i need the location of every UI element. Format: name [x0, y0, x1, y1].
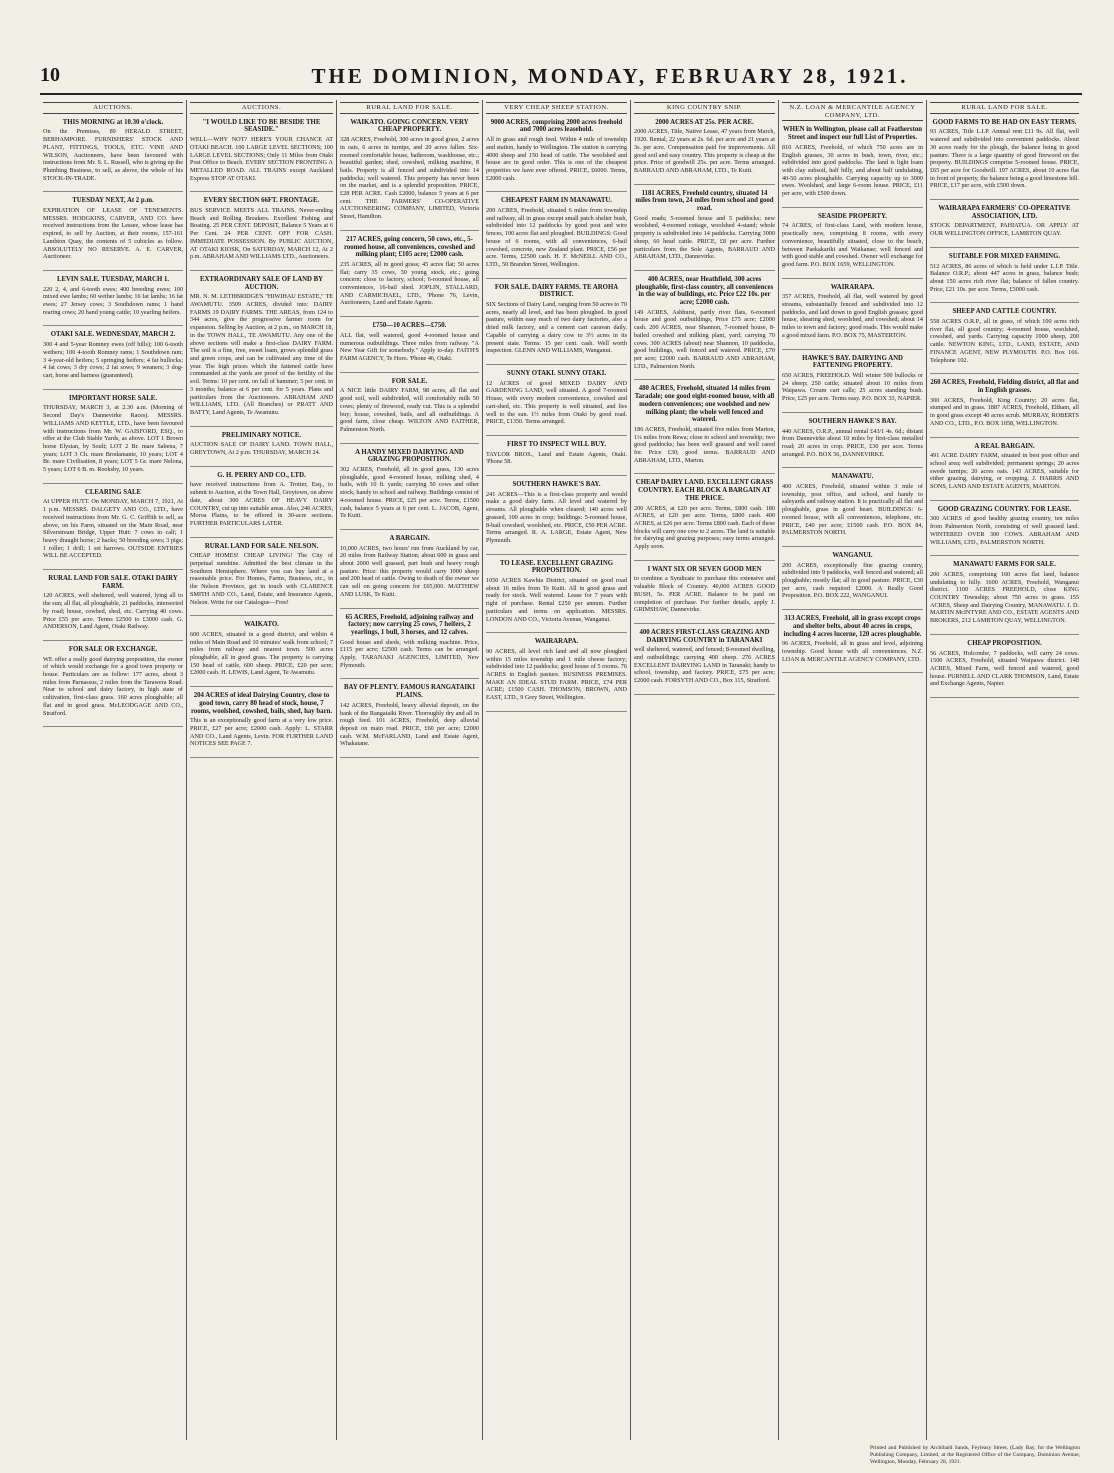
ad-body: 186 ACRES, Freehold, situated five miles from Marton, 1¼ miles from Rewa; close to school and township; two good paddocks; has been well grassed and well cared for. Price £30; good terms. BARRAUD AND ABRAHAM, LTD., Marton. [634, 425, 775, 464]
ad-heading: FOR SALE. [391, 377, 428, 385]
ad-heading: WAIRARAPA FARMERS' CO-OPERATIVE ASSOCIATION, LTD. [938, 205, 1071, 220]
classified-ad [930, 119, 1079, 200]
ad-body: 149 ACRES, Ashhurst, partly river flats, 6-roomed house and good outbuildings, Price £75 acre; £2000 cash. 200 ACRES, near Shannon, 7-roomed house, 8-bailed cowshed and milking plant, yard; carrying 70 cows. 300 ACRES (about) near Shannon, 10 paddocks, good buildings, well fenced and watered. PRICE, £70 per acre; £2000 cash. BARRAUD AND ABRAHAM, LTD., Palmerston North. [634, 308, 775, 370]
classified-ad [634, 190, 775, 271]
ad-body: 200 ACRES, exceptionally fine grazing country, subdivided into 9 paddocks, well fenced and watered; all ploughable; mostly flat; all in good pasture. PRICE, £30 per acre, cash required £2000. A Really Good Proposition. P.O. BOX 222, WANGANUI. [782, 561, 923, 600]
classified-ad [190, 621, 333, 687]
ad-body: 600 ACRES, situated in a good district, and within 4 miles of Main Road and 10 minutes' walk from school; 7 miles from railway and nearest town. 500 acres ploughable, all in good grass. The property is carrying 150 head of cattle, 600 sheep. PRICE, £20 per acre; £2000 cash. H. LEWIS, Land Agent, Te Awamutu. [190, 630, 333, 677]
ad-heading: IMPORTANT HORSE SALE. [68, 394, 158, 402]
ad-heading: CHEAP PROPOSITION. [967, 639, 1042, 647]
ad-body: 200 ACRES, Freehold, situated 6 miles from township and railway, all in grass except small patch shelter bush, subdivided into 12 paddocks by good post and wire fences, 100 acres flat and ploughed. BUILDINGS: Good house of 6 rooms, with all conveniences, 6-bail cowshed, concrete, new Zealand plant. PRICE, £56 per acre. Terms, £2500 cash. H. F. McNEILL AND CO., LTD., 50 Brandon Street, Wellington. [486, 207, 627, 268]
ad-heading: WAIKATO. [244, 621, 279, 629]
classified-ad [634, 629, 775, 695]
ad-body: 512 ACRES, 86 acres of which is held under L.I.P. Title. Balance O.R.P.; about 447 acres in grass, balance bush; about 150 acres rich river flat; balance of fallen country. Price, £21 10s. per acre. Terms, £3000 cash. [930, 262, 1079, 293]
column-1 [40, 100, 186, 1440]
ad-body: 120 ACRES, well sheltered, well watered, lying all to the sun; all flat, all ploughable, 21 paddocks, intersected by road; house, cowbed, shed, etc. Carrying 40 cows. Price £55 per acre. Terms £2500 to £3000 cash. G. ANDERSON, Land Agent, Otaki Railway. [43, 592, 183, 631]
column-6 [778, 100, 926, 1440]
ad-heading: A REAL BARGAIN. [974, 442, 1035, 450]
classified-ad [486, 441, 627, 476]
classified-ad [486, 370, 627, 436]
ad-body: 300 ACRES of good healthy grazing country, ten miles from Palmerston North, consisting of well grassed land. WINTERED OVER 300 COWS. ABRAHAM AND WILLIAMS, LTD., PALMERSTON NORTH. [930, 515, 1079, 546]
ad-body: 93 ACRES, Title L.I.P. Annual rent £11 9s. All flat, well watered and subdivided into convenient paddocks. About 30 acres ready for the plough, the balance being in good pasture. There is a large quantity of good firewood on the property. BUILDINGS comprise 5-roomed house. PRICE, £65 per acre for Goodwill. 197 ACRES, about 10 acres flat in front of property, the balance being a good limestone hill. PRICE, £17 per acre, with £500 down. [930, 128, 1079, 190]
ad-heading: 260 ACRES, Freehold, Fielding district, all flat and in English grasses. [930, 379, 1079, 394]
classified-ad [782, 552, 923, 610]
ad-body: This is an exceptionally good farm at a very low price. PRICE, £27 per acre; £2000 cash. Apply: L. STARR AND CO., Land Agents, Levin. FOR FURTHER LAND NOTICES SEE PAGE 7. [190, 717, 333, 748]
section-heading: AUCTIONS. [190, 102, 333, 114]
classified-ad [486, 638, 627, 712]
column-7 [926, 100, 1082, 1440]
classified-ad [340, 449, 479, 530]
classified-ad [486, 560, 627, 634]
ad-heading: FOR SALE. DAIRY FARMS. TE AROHA DISTRICT. [494, 283, 619, 299]
column-2 [186, 100, 336, 1440]
ad-heading: SOUTHERN HAWKE'S BAY. [808, 417, 897, 425]
classified-ad [43, 119, 183, 193]
ad-heading: "I WOULD LIKE TO BE BESIDE THE SEASIDE." [202, 118, 321, 134]
ad-body: 74 ACRES, of first-class Land, with modern house, practically new, comprising 8 rooms, with every convenience, beautifully situated, close to the beach, between Paekakariki and Waikanae; well fenced and with good stable and cowshed. Owner will exchange for good farm. P.O. BOX 1659, WELLINGTON. [782, 222, 923, 268]
ad-body: At UPPER HUTT. On MONDAY, MARCH 7, 1921, At 1 p.m. MESSRS. DALGETY AND CO., LTD., have received instructions from Mr. G. C. Griffith to sell, as above, on his Farm, situated on the Main Road, near Silverstream Bridge, Upper Hutt: 7 cows in calf; 1 heavy draught horse; 2 hacks; 50 breeding sows; 3 pigs; 1 roller; 1 drill; 1 set harrows. OUTSIDE ENTRIES WILL BE ACCEPTED. [43, 498, 183, 560]
column-5 [630, 100, 778, 1440]
ad-body: 491 ACRE DAIRY FARM, situated in best post office and school area; well subdivided; permanent springs; 20 acres swede turnips; 20 acres oats. 143 ACRES, suitable for either grazing, dairying, or cropping. J. HARRIS AND SONS, LAND AND ESTATE AGENTS, MARTON. [930, 452, 1079, 491]
classified-ad [340, 614, 479, 680]
classified-ad [634, 479, 775, 560]
ad-heading: SEASIDE PROPERTY. [817, 212, 887, 220]
section-heading: VERY CHEAP SHEEP STATION. [486, 102, 627, 114]
ad-body: 56 ACRES, Holcombe, 7 paddocks, will carry 24 cows. 1500 ACRES, Freehold, situated Waipawa district. 148 ACRES, Mixed Farm, well fenced and watered, good house. PURNELL AND CLARK THOMSON, Land, Estate and Exchange Agents, Napier. [930, 649, 1079, 688]
classified-ad [782, 284, 923, 350]
classified-ad [43, 489, 183, 570]
ad-body: EXPIRATION OF LEASE OF TENEMENTS. MESSRS. HODGKINS, CARVER, AND CO. have received instructions from the Lessee, whose lease has expired, to sell by Auction, at their rooms, 157-161 Lambton Quay, the contents of 5 cubicles as follow. ABSOLUTELY NO RESERVE. A. E. CARVER, Auctioneer. [43, 207, 183, 261]
ad-heading: CLEARING SALE [84, 488, 142, 496]
ad-heading: SUITABLE FOR MIXED FARMING. [948, 252, 1061, 260]
ad-heading: 313 ACRES, Freehold, all in grass except crops and shelter belts, about 40 acres in crops, including 4 acres lucerne, 120 acres ploughable. [783, 615, 922, 638]
ad-body: 302 ACRES, Freehold, all in good grass, 130 acres ploughable, good 4-roomed house, milking shed, 4 bails, with 10 ft. yards; carrying 50 cows and other stock; handy to school and railway. Buildings consist of 4-roomed house. PRICE, £25 per acre. Terms, £1500 cash, balance 5 years at 6 per cent. L. JACOB, Agent, Te Kuiti. [340, 466, 479, 520]
ad-heading: FIRST TO INSPECT WILL BUY. [506, 440, 607, 448]
classified-ad [634, 566, 775, 624]
ad-heading: GOOD FARMS TO BE HAD ON EASY TERMS. [932, 118, 1077, 126]
ad-body: All in grass and rough feed. Within 4 mile of township and station, handy to Wellington. The station is carrying 4000 sheep and 150 head of cattle. The woolshed and house are in good order. This is one of the cheapest properties we have ever offered. PRICE, £6000. Terms, £2000 cash. [486, 136, 627, 182]
ad-body: 558 ACRES O.R.P., all in grass, of which 100 acres rich river flat, all good country; 4-roomed house, woolshed, cowshed, and yards. Carrying capacity 1000 sheep, 200 cattle. NEWTON KING, LTD., LAND, ESTATE, AND FINANCE AGENT, NEW PLYMOUTH. P.O. Box 166. Telephone 102. [930, 318, 1079, 364]
ad-heading: I WANT SIX OR SEVEN GOOD MEN [647, 565, 762, 573]
ad-body: WE offer a really good dairying proposition, the owner of which would exchange for a good town property or house. Particulars are as follow: 177 acres, about 3 miles from Parnassus, 2 miles from the Tarawera Road. Near to school and dairy factory, in high state of cultivation, first-class grass. 160 acres ploughable; all flat and in good grass. McLEODGAGE AND CO., Stratford. [43, 655, 183, 717]
classified-ad [782, 473, 923, 547]
classified-ad [43, 646, 183, 727]
ad-heading: TUESDAY NEXT, At 2 p.m. [72, 197, 154, 205]
ad-body: 96 ACRES, Freehold, all in grass and level, adjoining township. Good house with all conveniences. N.Z. LOAN & MERCANTILE AGENCY COMPANY, LTD. [782, 640, 923, 663]
ad-body: 1050 ACRES Kawhia District, situated on good road about 16 miles from Te Kuiti. All in good grass and ready for stock. Well watered. Lease for 7 years with right of purchase. Rental £250 per annum. Further particulars and terms on application. MESSRS. LONDON AND CO., Victoria Avenue, Wanganui. [486, 577, 627, 623]
ad-body: A NICE little DAIRY FARM, 98 acres, all flat and good soil, well subdivided, will comfortably milk 50 cows; plenty of firewood, ready cut. This is a splendid buy; house, cowshed, bails, and all outbuildings. A good farm, close cheap. WILTON AND FAITHER, Palmerston North. [340, 387, 479, 433]
ad-heading: RURAL LAND FOR SALE. NELSON. [204, 542, 319, 550]
classified-ad [190, 432, 333, 467]
ad-body: STOCK DEPARTMENT, PAHIATUA. OR APPLY AT OUR WELLINGTON OFFICE, LAMBTON QUAY. [930, 222, 1079, 238]
ad-body: 10,000 ACRES, two hours' run from Auckland by car, 20 miles from Railway Station; about 600 in grass and about 2000 well grassed, part bush and heavy rough pasture. Price: this property would carry 1000 sheep and 200 head of cattle. Owing to death of the owner we can sell on going concern for £65,000. MATTHEW AND LUSK, Te Kuiti. [340, 544, 479, 598]
classified-ad [634, 276, 775, 380]
classified-ad [930, 506, 1079, 557]
ad-heading: WAIRARAPA. [830, 283, 875, 291]
classified-ad [43, 395, 183, 484]
page-number: 10 [40, 64, 60, 86]
ad-body: 220 2, 4, and 6-tooth ewes; 400 breeding ewes; 100 mixed ewe lambs; 60 wether lambs; 16 fat lambs; 16 fat ewes; 27 Jersey cows; 3 Southdown rams; 1 hand rearing cows; 20 hand young cattle; 10 yearling heifers. [43, 285, 183, 316]
classified-ad [340, 119, 479, 231]
ad-body: 400 ACRES, Freehold, situated within 3 mile of township, post office, and school, and handy to saleyards and railway station. It is practically all flat and ploughable, grass in good heart. BUILDINGS: 6-roomed house, with all conveniences, telephone, etc. PRICE, £40 per acre; £1500 cash. P.O. BOX 84, PALMERSTON NORTH. [782, 483, 923, 537]
ad-body: BUS SERVICE MEETS ALL TRAINS. Never-ending Beach and Rolling Breakers. Excellent Fishing and Boating. 25 PER CENT. DEPOSIT, Balance 5 Years at 6 Per Cent. 24 PER CENT. OFF FOR CASH. IMMEDIATE POSSESSION. By PUBLIC AUCTION, AT OTAKI KIOSK, On SATURDAY, MARCH 12, At 2 p.m. ABRAHAM AND WILLIAMS LTD., Auctioneers. [190, 207, 333, 261]
ad-body: 440 ACRES, O.R.P., annual rental £43/1 4s. 6d.; distant from Dannevirke about 10 miles by first-class metalled road; 20 acres in crop. PRICE, £30 per acre. Terms arranged. P.O. BOX 56, DANNEVIRKE. [782, 427, 923, 458]
ad-heading: 480 ACRES, Freehold, situated 14 miles from Taradale; one good eight-roomed house, with all modern conveniences; one woolshed and new milking plant; the whole well fenced and watered. [634, 385, 775, 424]
ad-heading: LEVIN SALE. TUESDAY, MARCH 1. [56, 275, 170, 283]
classified-ad [43, 197, 183, 271]
classified-ad [782, 615, 923, 673]
ad-heading: WAIKATO. GOING CONCERN. VERY CHEAP PROPERTY. [350, 118, 469, 134]
ad-heading: 2000 ACRES AT 25s. PER ACRE. [655, 118, 754, 126]
newspaper-title: THE DOMINION, MONDAY, FEBRUARY 28, 1921. [311, 64, 909, 88]
ad-body: 328 ACRES, Freehold, 300 acres in good grass, 2 acres in oats, 6 acres in turnips, and 20 acres fallen. Six-roomed comfortable house, bathroom, washhouse, etc.; beautiful garden; shed, cowshed, milking machine, 8 bails. Property is all fenced and subdivided into 14 paddocks; well watered. This property has never been on the market, and is a splendid proposition. PRICE, £28 PER ACRE. Cash £2000, balance 5 years at 6 per cent. THE FARMERS' CO-OPERATIVE AUCTIONEERING COMPANY, LIMITED, Victoria Street, Hamilton. [340, 136, 479, 221]
classified-ad [782, 418, 923, 469]
classified-ad [340, 535, 479, 609]
ad-heading: 204 ACRES of ideal Dairying Country, close to good town, carry 80 head of stock, house, 7 rooms, woolshed, cowshed, bails, shed, hay barn. [190, 692, 333, 715]
ad-heading: HAWKE'S BAY. DAIRYING AND FATTENING PROPERTY. [802, 354, 903, 370]
ad-body: CHEAP HOMES! CHEAP LIVING! The City of perpetual sunshine. Admitted the best climate in the Southern Hemisphere. Where you can buy land at a reasonable price. For Homes, Farms, Business, etc., in the Nelson Province, get in touch with CLARENCE SMITH AND CO., Land, Estate, and Insurance Agents, Nelson. Write for our Catalogue—Free! [190, 552, 333, 606]
ad-body: have received instructions from A. Trotter, Esq., to submit to Auction, at the Town Hall, Greytown, on above date, about 300 ACRES OF HEAVY DAIRY COUNTRY, cut up into suitable areas. Also, 246 ACRES, Moroa Plains, to be offered in 30-acre sections. FURTHER PARTICULARS LATER. [190, 481, 333, 527]
classified-ad [190, 472, 333, 538]
ad-heading: TO LEASE. EXCELLENT GRAZING PROPOSITION. [499, 559, 614, 575]
ad-heading: A BARGAIN. [389, 534, 430, 542]
ad-body: Good house and sheds, with milking machine. Price, £115 per acre; £2500 cash. Terms can be arranged. Apply, TARANAKI AGENCIES, LIMITED, New Plymouth. [340, 638, 479, 669]
classified-ad [190, 543, 333, 617]
classified-ad [930, 561, 1079, 635]
classified-ad [190, 197, 333, 271]
classified-ad [43, 575, 183, 641]
classified-ad [190, 692, 333, 758]
ad-heading: THIS MORNING at 10.30 o'clock. [62, 118, 164, 126]
ad-body: 300 ACRES, Freehold, King Country; 20 acres flat, stumped and in grass. 1887 ACRES, Freehold, Eltham, all in good grass except 40 acres scrub. MURRAY, ROBERTS AND CO., LTD., P.O. BOX 1058, WELLINGTON. [930, 396, 1079, 427]
ad-heading: GOOD GRAZING COUNTRY. FOR LEASE. [937, 505, 1072, 513]
ad-heading: SOUTHERN HAWKE'S BAY. [512, 481, 601, 489]
ad-heading: RURAL LAND FOR SALE. OTAKI DAIRY FARM. [48, 575, 178, 590]
ad-heading: EVERY SECTION 66FT. FRONTAGE. [203, 197, 320, 205]
imprint-footer: Printed and Published by Archibald Sands, Feyleasy Street, (Lady Bay, for the Wellington Publishing Company, Limited, at the Registered Office of the Company, Dominion Avenue, Wellington, Monday, February 28, 1921. [870, 1445, 1080, 1465]
section-heading: RURAL LAND FOR SALE. [340, 102, 479, 114]
section-heading: RURAL LAND FOR SALE. [930, 102, 1079, 114]
classified-ad [930, 205, 1079, 248]
classified-ad [782, 213, 923, 279]
ad-heading: WAIRARAPA. [534, 638, 579, 646]
masthead-bar [40, 64, 1080, 90]
ad-heading: SHEEP AND CATTLE COUNTRY. [952, 308, 1057, 316]
ad-heading: BAY OF PLENTY. FAMOUS RANGATAIKI PLAINS. [344, 684, 475, 700]
ad-heading: OTAKI SALE. WEDNESDAY, MARCH 2. [50, 331, 176, 339]
classified-ad [930, 640, 1079, 698]
classified-ad [486, 197, 627, 278]
ad-body: 2000 ACRES, Title, Native Lease, 47 years from March, 1920. Rental, 22 years at 2s. 6d. per acre and 21 years at 3s. per acre. Compensation paid for improvements. All good soil and easy country. This property is cheap at the price. Price of goodwill 25s. per acre. Terms arranged. BARRAUD AND ABRAHAM, LTD., Te Kuiti. [634, 128, 775, 174]
classified-ad [190, 276, 333, 427]
ad-body: AUCTION SALE OF DAIRY LAND. TOWN HALL, GREYTOWN, At 2 p.m. THURSDAY, MARCH 24. [190, 441, 333, 457]
ad-heading: FOR SALE OR EXCHANGE. [68, 645, 158, 653]
column-3 [336, 100, 482, 1440]
newspaper-columns [40, 100, 1082, 1440]
classified-ad [634, 385, 775, 474]
ad-body: THURSDAY, MARCH 3, at 2.30 a.m. (Morning of Second Day's Dannevirke Races). MESSRS. WILLIAMS AND KETTLE, LTD., have been favoured with instructions from Mr. W. GAISFORD, ESQ., to offer at the Club Stable Yards, as above. LOT 1 Brown horse Elysian, by Soult; LOT 2 Br. mare Sabena, 7 years; LOT 3 Ch. mare Brodamante, 10 years; LOT 4 Br. mare Civilisation, 8 years; LOT 5 Gr. mare Nelona, 5 years; LOT 6 B. m. Rooksby, 10 years. [43, 404, 183, 474]
ad-heading: £750—10 ACRES—£750. [372, 322, 447, 330]
classified-ad [340, 378, 479, 444]
classified-ad [340, 236, 479, 317]
column-4 [482, 100, 630, 1440]
classified-ad [930, 253, 1079, 304]
ad-heading: CHEAP DAIRY LAND. EXCELLENT GRASS COUNTRY. EACH BLOCK A BARGAIN AT THE PRICE. [635, 479, 774, 502]
ad-heading: MANAWATU FARMS FOR SALE. [953, 561, 1056, 569]
ad-body: to combine a Syndicate to purchase this extensive and valuable Block of Country. 40,000 ACRES GOOD BUSH, 5s. PER ACRE. Balance to be paid on completion of purchase. For further details, apply J. GRIMSHAW, Dannevirke. [634, 575, 775, 614]
ad-heading: PRELIMINARY NOTICE. [221, 431, 302, 439]
ad-heading: 400 ACRES FIRST-CLASS GRAZING AND DAIRYING COUNTRY in TARANAKI [639, 628, 770, 644]
ad-body: 200 ACRES, at £20 per acre. Terms, £800 cash. 180 ACRES, at £20 per acre. Terms, £800 cash. 400 ACRES, at £26 per acre. Terms £800 cash. Each of these blocks will carry one cow to 2 acres. The land is suitable for dairying and grazing purposes; easy terms arranged. Apply soon. [634, 504, 775, 551]
ad-heading: SUNNY OTAKI. SUNNY OTAKI. [506, 369, 607, 377]
ad-body: WELL—WHY NOT? HERE'S YOUR CHANCE AT OTAKI BEACH. 100 LARGE LEVEL SECTIONS; 100 LARGE LEVEL SECTIONS; Only 11 Miles from Otaki Post Office to Beach. EVERY SECTION FRONTING A METALLED ROAD. ALL TRAINS except Auckland Express STOP AT OTAKI. [190, 136, 333, 182]
ad-heading: WANGANUI. [832, 551, 873, 559]
classified-ad [930, 308, 1079, 374]
ad-heading: WHEN in Wellington, please call at Featherston Street and inspect our full List of Properties. [782, 126, 923, 142]
classified-ad [782, 355, 923, 413]
ad-body: 12 ACRES of good MIXED DAIRY AND GARDENING LAND, well situated. A good 7-roomed House, with every modern convenience, cowshed and cart-shed, etc. This property is well situated, and lies well to the sun. 1½ miles from Otaki by good road. PRICE, £1350. Terms arranged. [486, 379, 627, 426]
ad-body: SIX Sections of Dairy Land, ranging from 50 acres to 70 acres, nearly all level, and has been ploughed. In good pasture, within easy reach of two dairy factories, also a dried milk factory, and a cement cart caravan daily. Capable of carrying a dairy cow to 3½ acres in its present state. Terms: 15 per cent. cash. Well worth inspection. GLENN AND WILLIAMS, Wanganui. [486, 301, 627, 355]
classified-ad [486, 119, 627, 193]
ad-heading: G. H. PERRY AND CO., LTD. [217, 471, 306, 479]
ad-heading: 1181 ACRES, Freehold country, situated 14 miles from town, 24 miles from school and good road. [635, 189, 774, 213]
classified-ad [634, 119, 775, 185]
ad-body: 235 ACRES, all in good grass; 45 acres flat; 50 acres flat; carry 35 cows, 30 young stock, etc.; going concern; close to factory, school; 6-roomed house, all conveniences, 16-bail shed. JOPLIN, STALLARD, AND CARMICHAEL, LTD., 'Phone 76, Levin, Auctioneers, Land and Estate Agents. [340, 260, 479, 307]
ad-body: 300 4 and 5-year Romney ewes (off hills); 100 6-tooth wethers; 100 4-tooth Romney rams; 1 Southdown ram; 3 4-year-old heifers; 5 springing heifers; 4 fat bullocks; 4 fat cows; 3 dry cows; 2 fat sows; 9 weaners; 3 dog-cart, horse and harness (guaranteed). [43, 341, 183, 379]
ad-heading: 9000 ACRES, comprising 2000 acres freehold and 7000 acres leasehold. [490, 118, 623, 134]
ad-body: 90 ACRES, all level rich land and all now ploughed within 15 miles township and 1 mile cheese factory; subdivided into 12 paddocks; good house of 5 rooms. 76 ACRES in English pasture. BUSINESS PREMISES. MAKE AN IDEAL STUD FARM. PRICE, £74 PER ACRE; £1500 CASH. THOMSON, BROWN, AND EAST, LTD., 9 Grey Street, Wellington. [486, 647, 627, 702]
ad-heading: A HANDY MIXED DAIRYING AND GRAZING PROPOSITION. [355, 448, 464, 464]
classified-ad [486, 284, 627, 365]
classified-ad [340, 322, 479, 373]
ad-body: ALL flat, well watered, good 4-roomed house and numerous outbuildings. Three miles from railway. "A New Year Gift for somebody." Apply to-day. FAITH'S FARM AGENCY, Te Horo. 'Phone 46, Otaki. [340, 331, 479, 362]
ad-body: TAYLOR BROS., Land and Estate Agents, Otaki. 'Phone 58. [486, 450, 627, 466]
section-heading: AUCTIONS. [43, 102, 183, 114]
ad-body: 357 ACRES, Freehold, all flat, well watered by good streams, substantially fenced and subdivided into 12 paddocks, and laid down in good English grasses; good house, shearing shed, woolshed, and cowshed; about 14 miles to town and factory; good roads. This would make a good mixed farm. P.O. BOX 75, MASTERTON. [782, 293, 923, 339]
classified-ad [43, 331, 183, 389]
ad-body: 810 ACRES, Freehold, of which 750 acres are in English grasses, 30 acres in bush, town, river, etc.; subdivided into good paddocks. The land is light loam with clay subsoil, half hilly, and about half undulating, 40-50 acres ploughable. Carrying capacity up to 3000 ewes. Woolshed, and large 6-room house. PRICE, £11 per acre, with £500 down. [782, 143, 923, 198]
ad-heading: 65 ACRES, Freehold, adjoining railway and factory; now carrying 25 cows, 7 heifers, 2 yearlings, 1 bull, 3 horses, and 12 calves. [345, 613, 474, 636]
section-heading: N.Z. LOAN & MERCANTILE AGENCY COMPANY, LTD. [782, 102, 923, 121]
classified-ad [486, 481, 627, 555]
ad-heading: EXTRAORDINARY SALE OF LAND BY AUCTION. [199, 275, 324, 291]
ad-heading: 400 ACRES, near Heathfield, 300 acres ploughable, first-class country, all conveniences in the way of buildings, etc. Price £22 10s. per acre; £2000 cash. [635, 275, 774, 307]
section-heading: KING COUNTRY SNIP. [634, 102, 775, 114]
ad-body: 650 ACRES, FREEHOLD. Will winter 500 bullocks or 24 sheep; 250 cattle; situated about 10 miles from Waipawa. Cream cart calls; 25 acres standing bush. Price, £25 per acre. Terms easy. P.O. BOX 33, NAPIER. [782, 371, 923, 403]
classified-ad [782, 126, 923, 207]
ad-body: 241 ACRES—This is a first-class property and would make a good dairy farm. All level and watered by streams. All ploughable when cleared; 140 acres well grassed, 100 acres in crop; buildings: 5-roomed house, 8-bail cowshed, woolshed, etc. PRICE, £50 PER ACRE. Terms arranged. R. A. LARGE, Estate Agent, New Plymouth. [486, 490, 627, 544]
ad-body: 142 ACRES, Freehold, heavy alluvial deposit, on the bank of the Rangataiki River. Thoroughly dry and all in rough feed. 101 ACRES, Freehold, deep alluvial deposit on main road. PRICE, £60 per acre; £2000 cash. W.M. McFARLAND, Land and Estate Agent, Whakatane. [340, 701, 479, 748]
ad-heading: CHEAPEST FARM IN MANAWATU. [500, 197, 613, 205]
ad-body: On the Premises, 89 HERALD STREET, BERHAMPORE. FURNISHERS' STOCK AND PLANT, FITTINGS, TOOLS, ETC. VINE AND WILSON, Auctioneers, have been favoured with instructions from Mr. S. L. Russell, who is giving up the Plumbing Business, to sell, as above, the whole of his STOCK-IN-TRADE. [43, 128, 183, 182]
masthead-rule [40, 93, 1082, 95]
ad-body: MR. N. M. LETHBRIDGE'S "HIWIHAU ESTATE," TE AWAMUTU. 3509 ACRES, divided into: DAIRY FARMS 19 DAIRY FARMS. THE AREAS, from 124 to 344 acres, give the progressive farmer room for expansion. Selling by Auction, at 2 p.m., on MARCH 18, in the TOWN HALL, TE AWAMUTU. Any one of the above sections will make a first-class DAIRY FARM. The soil is a fine, free, sweet loam, grows splendid grass and green crops, and can be cultivated any time of the year. The high prices which the fattened cattle have commanded at the yards are proof of the fertility of the soil. Terms: 10 per cent. on fall of hammer; 5 per cent. in 3 months; balance at 6 per cent. for 5 years. Plans and particulars from the Auctioneers. ABRAHAM AND WILLIAMS, LTD. (All Branches) or PRATT AND BATTY, Land Agents, Te Awamutu. [190, 293, 333, 416]
classified-ad [930, 443, 1079, 501]
ad-heading: MANAWATU. [831, 473, 874, 481]
ad-body: 200 ACRES, comprising 160 acres flat land, balance undulating to hilly. 1600 ACRES, Freehold, Wanganui district. 1100 ACRES FREEHOLD, close KING COUNTRY Township; about 750 acres in grass. 155 ACRES, Sheep and Dairying Country, MANAWATU. J. D. MARTIN McINTYRE AND CO., ESTATE AGENTS AND BROKERS, 212 LAMBTON QUAY, WELLINGTON. [930, 570, 1079, 625]
classified-ad [43, 276, 183, 327]
classified-ad [340, 684, 479, 758]
ad-body: Good roads; 5-roomed house and 5 paddocks; new woolshed, 4-roomed cottage, woolshed 4-stand; whole property is subdivided into 14 paddocks. Carrying 3000 sheep, 60 head cattle. PRICE, £8 per acre. Further particulars from the Sole Agents, BARRAUD AND ABRAHAM, LTD., Dannevirke. [634, 214, 775, 261]
ad-body: well sheltered, watered, and fenced; 8-roomed dwelling, and outbuildings; carrying 400 sheep. 276 ACRES EXCELLENT DAIRYING LAND in Taranaki; handy to school, township, and factory. PRICE, £75 per acre; £2000 cash. FORSYTH AND CO., Box 115, Stratford. [634, 646, 775, 685]
classified-ad [190, 119, 333, 193]
ad-heading: 217 ACRES, going concern, 50 cows, etc., 5-roomed house, all conveniences, cowshed and milking plant; £105 acre; £2000 cash. [343, 235, 476, 259]
classified-ad [930, 379, 1079, 437]
